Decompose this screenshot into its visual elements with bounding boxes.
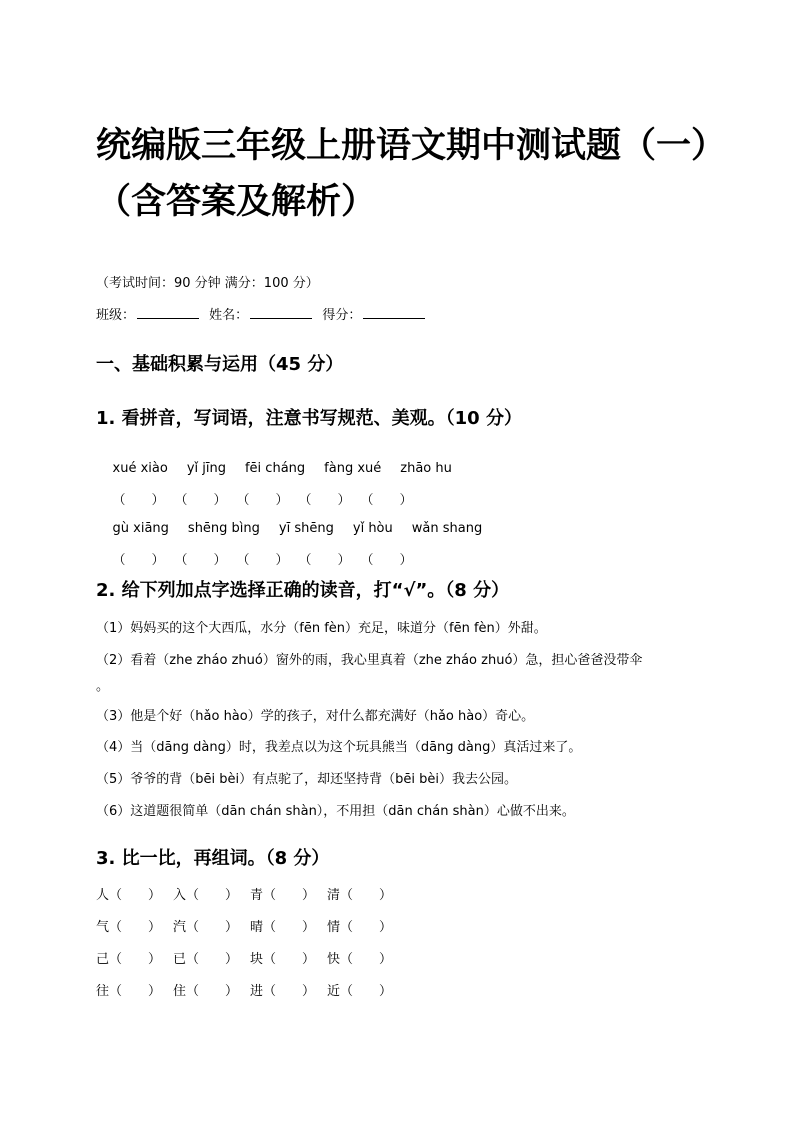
compare-row [96,980,404,1012]
exam-info: （考试时间：90 分钟 满分：100 分） [96,276,319,291]
compare-cell[interactable]: 晴（ ） [250,920,316,935]
pinyin-item: gù xiāng [112,521,169,536]
answer-blank[interactable]: （ ） [298,493,351,508]
answer-blank[interactable]: （ ） [174,493,227,508]
compare-row [96,916,404,948]
name-label: 姓名： [209,308,249,323]
compare-cell[interactable]: 己（ ） [96,952,162,967]
student-fields [96,304,431,323]
pinyin-item: zhāo hu [400,461,452,476]
pinyin-item: shēng bìng [187,521,260,536]
answer-blank[interactable]: （ ） [112,553,165,568]
compare-cell[interactable]: 进（ ） [250,984,316,999]
name-blank[interactable] [250,306,312,319]
pinyin-item: fēi cháng [244,461,306,476]
question-2-heading: 2. 给下列加点字选择正确的读音，打“√”。（8 分） [96,580,510,601]
answer-blank[interactable]: （ ） [298,553,351,568]
class-blank[interactable] [137,306,199,319]
choice-item-3: （3）他是个好（hǎo hào）学的孩子，对什么都充满好（hǎo hào）奇心。 [96,709,535,724]
compare-row [96,884,404,916]
compare-grid [96,884,404,1012]
compare-cell[interactable]: 情（ ） [327,920,393,935]
score-blank[interactable] [363,306,425,319]
choice-item-4: （4）当（dāng dàng）时，我差点以为这个玩具熊当（dāng dàng）真活过来了。 [96,740,582,755]
answer-blank[interactable]: （ ） [174,553,227,568]
question-1-heading: 1. 看拼音，写词语，注意书写规范、美观。（10 分） [96,408,522,429]
compare-cell[interactable]: 清（ ） [327,888,393,903]
choice-item-1: （1）妈妈买的这个大西瓜，水分（fēn fèn）充足，味道分（fēn fèn）外甜。 [96,621,547,636]
page-title: 统编版三年级上册语文期中测试题（一）（含答案及解析） [96,126,709,222]
score-label: 得分： [322,308,362,323]
compare-cell[interactable]: 入（ ） [173,888,239,903]
answer-blank[interactable]: （ ） [112,493,165,508]
class-label: 班级： [96,308,136,323]
question-3-heading: 3. 比一比，再组词。（8 分） [96,848,330,869]
choice-item-5: （5）爷爷的背（bēi bèi）有点驼了，却还坚持背（bēi bèi）我去公园。 [96,772,517,787]
compare-cell[interactable]: 人（ ） [96,888,162,903]
compare-cell[interactable]: 块（ ） [250,952,316,967]
compare-cell[interactable]: 青（ ） [250,888,316,903]
answer-blank[interactable]: （ ） [360,493,413,508]
pinyin-item: wǎn shang [411,521,483,536]
compare-cell[interactable]: 近（ ） [327,984,393,999]
choice-item-2: （2）看着（zhe zháo zhuó）窗外的雨，我心里真着（zhe zháo zhuó）急，担心爸爸没带伞 [96,653,643,668]
compare-row [96,948,404,980]
compare-cell[interactable]: 气（ ） [96,920,162,935]
pinyin-item: fàng xué [324,461,382,476]
choice-item-6: （6）这道题很简单（dān chán shàn），不用担（dān chán shàn）心做不出来。 [96,804,575,819]
compare-cell[interactable]: 快（ ） [327,952,393,967]
answer-blank[interactable]: （ ） [360,553,413,568]
pinyin-item: yī shēng [278,521,334,536]
section-heading: 一、基础积累与运用（45 分） [96,354,344,375]
compare-cell[interactable]: 往（ ） [96,984,162,999]
compare-cell[interactable]: 汽（ ） [173,920,239,935]
pinyin-item: yǐ jīng [186,461,226,476]
compare-cell[interactable]: 住（ ） [173,984,239,999]
compare-cell[interactable]: 已（ ） [173,952,239,967]
pinyin-item: yǐ hòu [352,521,393,536]
pinyin-item: xué xiào [112,461,168,476]
answer-blank[interactable]: （ ） [236,493,289,508]
answer-blank[interactable]: （ ） [236,553,289,568]
choice-item-2-cont: 。 [96,679,110,694]
